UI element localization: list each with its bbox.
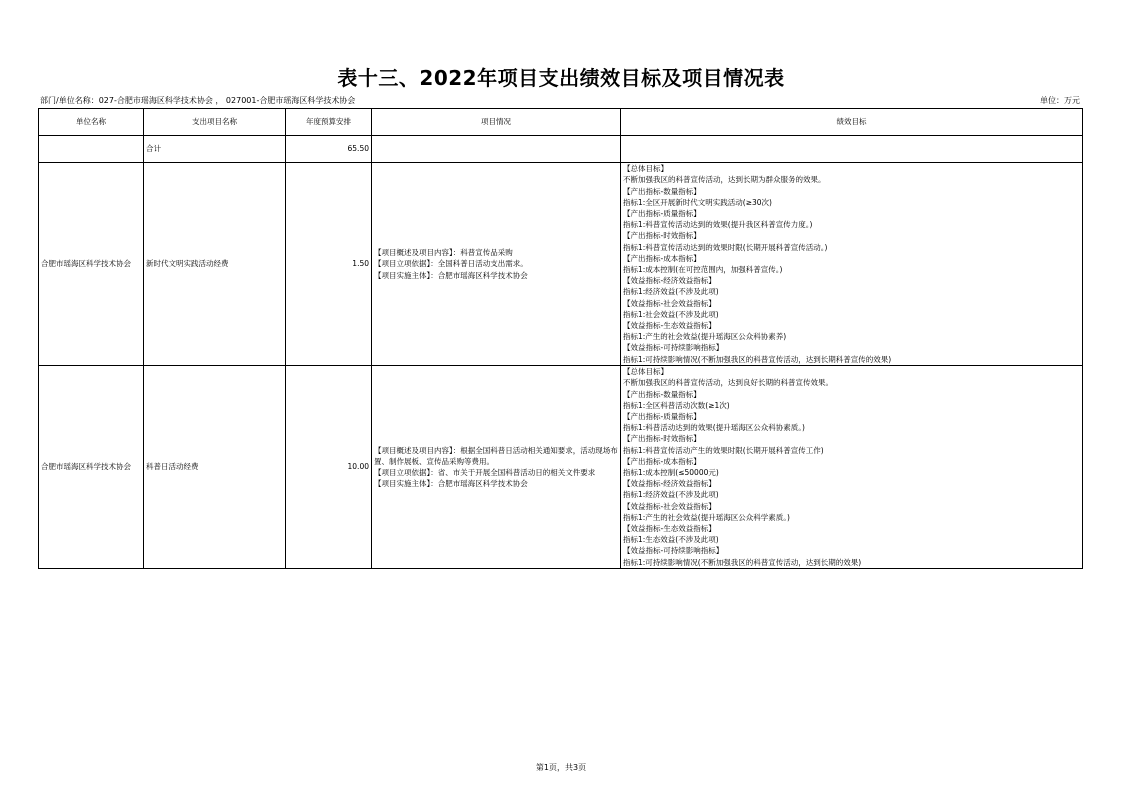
perf-line: 【效益指标-社会效益指标】 [623,501,716,511]
row-unit-name: 合肥市瑶海区科学技术协会 [39,366,144,569]
table-row [39,366,1083,569]
row-situation [372,366,621,569]
row-project-name: 科普日活动经费 [144,366,286,569]
perf-line: 【效益指标-社会效益指标】 [623,298,716,308]
row-performance-target [621,163,1083,366]
perf-line: 指标1:产生的社会效益(提升瑶海区公众科学素质。) [623,512,790,522]
perf-line: 【效益指标-可持续影响指标】 [623,343,724,353]
header-performance-target: 绩效目标 [621,109,1083,136]
perf-line: 指标1:经济效益(不涉及此项) [623,287,719,297]
row-amount: 1.50 [286,163,372,366]
row-performance-target [621,366,1083,569]
perf-line: 指标1:生态效益(不涉及此项) [623,535,719,545]
perf-line: 指标1:科普宣传活动产生的效果时限(长期开展科普宣传工作) [623,445,824,455]
perf-line: 【产出指标-数量指标】 [623,389,701,399]
total-unit-cell [39,136,144,163]
header-row [39,109,1083,136]
page-footer: 第1页，共3页 [535,763,587,772]
row-amount: 10.00 [286,366,372,569]
perf-line: 指标1:社会效益(不涉及此项) [623,309,719,319]
perf-line: 【效益指标-可持续影响指标】 [623,546,724,556]
perf-line: 【效益指标-生态效益指标】 [623,524,716,534]
perf-line: 指标1:全区科普活动次数(≥1次) [623,400,730,410]
perf-line: 【产出指标-质量指标】 [623,411,701,421]
header-unit-name: 单位名称 [39,109,144,136]
perf-line: 【产出指标-成本指标】 [623,456,701,466]
perf-line: 指标1:经济效益(不涉及此项) [623,490,719,500]
perf-line: 指标1:科普宣传活动达到的效果(提升我区科普宣传力度。) [623,220,813,230]
row-unit-name: 合肥市瑶海区科学技术协会 [39,163,144,366]
department-label: 部门/单位名称：027-合肥市瑶海区科学技术协会 ， 027001-合肥市瑶海区科学技术协会 [40,96,356,105]
page-title: 表十三、2022年项目支出绩效目标及项目情况表 [337,66,785,90]
performance-table [38,108,1083,569]
perf-line: 指标1:成本控制(≤50000元) [623,468,719,477]
total-perf-cell [621,136,1083,163]
perf-line: 【总体目标】 [623,164,668,174]
perf-line: 【总体目标】 [623,367,668,377]
perf-line: 指标1:产生的社会效益(提升瑶海区公众科协素养) [623,332,787,342]
total-row [39,136,1083,163]
perf-line: 不断加强我区的科普宣传活动，达到长期为群众服务的效果。 [623,175,826,185]
total-label: 合计 [144,136,286,163]
total-situation-cell [372,136,621,163]
row-situation-text: 【项目概述及项目内容】：根据全国科普日活动相关通知要求，活动现场布置、制作展板、宣传品采购等费用。 【项目立项依据】：省、市关于开展全国科普活动日的相关文件要求 【项目实施主体】：合肥市瑶海区科学技术协会 [374,445,618,489]
perf-line: 【产出指标-时效指标】 [623,434,701,444]
perf-line: 不断加强我区的科普宣传活动，达到良好长期的科普宣传效果。 [623,378,833,388]
perf-line: 【效益指标-生态效益指标】 [623,321,716,331]
unit-label: 单位：万元 [1040,96,1080,105]
perf-line: 指标1:科普宣传活动达到的效果时限(长期开展科普宣传活动。) [623,242,828,252]
perf-line: 【效益指标-经济效益指标】 [623,276,716,286]
row-situation-text: 【项目概述及项目内容】：科普宣传品采购 【项目立项依据】：全国科普日活动支出需求。 【项目实施主体】：合肥市瑶海区科学技术协会 [374,248,528,280]
perf-line: 【产出指标-数量指标】 [623,186,701,196]
perf-line: 【效益指标-经济效益指标】 [623,479,716,489]
row-situation [372,163,621,366]
perf-line: 指标1:成本控制(在可控范围内，加强科普宣传。) [623,265,783,274]
header-project-name: 支出项目名称 [144,109,286,136]
perf-line: 【产出指标-质量指标】 [623,208,701,218]
table-row [39,163,1083,366]
perf-line: 指标1:科普活动达到的效果(提升瑶海区公众科协素质。) [623,423,805,433]
perf-line: 指标1:可持续影响情况(不断加强我区的科普宣传活动，达到长期的效果) [623,557,862,567]
perf-line: 指标1:可持续影响情况(不断加强我区的科普宣传活动，达到长期科普宣传的效果) [623,354,892,364]
perf-line: 【产出指标-成本指标】 [623,253,701,263]
perf-line: 【产出指标-时效指标】 [623,231,701,241]
header-project-situation: 项目情况 [372,109,621,136]
row-project-name: 新时代文明实践活动经费 [144,163,286,366]
total-amount: 65.50 [286,136,372,163]
perf-line: 指标1:全区开展新时代文明实践活动(≥30次) [623,197,772,207]
header-annual-budget: 年度预算安排 [286,109,372,136]
